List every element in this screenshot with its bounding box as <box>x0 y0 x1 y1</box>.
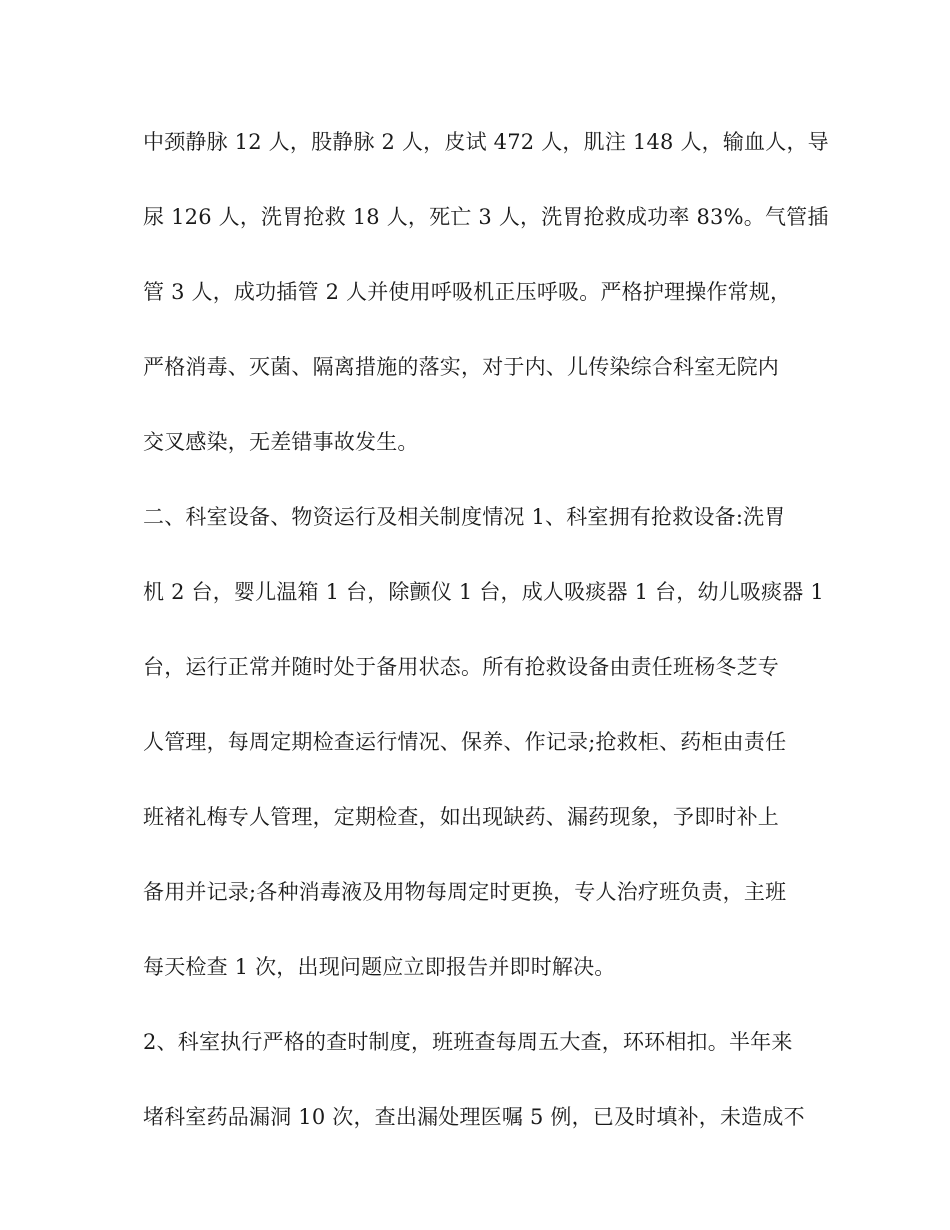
text-line-5: 交叉感染，无差错事故发生。 <box>143 430 419 454</box>
text-line-1: 中颈静脉 12 人，股静脉 2 人，皮试 472 人，肌注 148 人，输血人，导 <box>143 130 829 154</box>
text-line-9: 人管理，每周定期检查运行情况、保养、作记录;抢救柜、药柜由责任 <box>143 730 787 754</box>
text-line-4: 严格消毒、灭菌、隔离措施的落实，对于内、儿传染综合科室无院内 <box>143 355 779 379</box>
text-line-6: 二、科室设备、物资运行及相关制度情况 1、科室拥有抢救设备:洗胃 <box>143 505 786 529</box>
text-line-10: 班褚礼梅专人管理，定期检查，如出现缺药、漏药现象，予即时补上 <box>143 805 779 829</box>
text-line-12: 每天检查 1 次，出现问题应立即报告并即时解决。 <box>143 955 616 979</box>
text-line-13: 2、科室执行严格的查时制度，班班查每周五大查，环环相扣。半年来 <box>143 1030 793 1054</box>
text-line-7: 机 2 台，婴儿温箱 1 台，除颤仪 1 台，成人吸痰器 1 台，幼儿吸痰器 1 <box>143 580 824 604</box>
text-line-11: 备用并记录;各种消毒液及用物每周定时更换，专人治疗班负责，主班 <box>143 880 787 904</box>
text-line-3: 管 3 人，成功插管 2 人并使用呼吸机正压呼吸。严格护理操作常规， <box>143 280 792 304</box>
text-line-14: 堵科室药品漏洞 10 次，查出漏处理医嘱 5 例，已及时填补，未造成不 <box>143 1105 805 1129</box>
text-line-8: 台，运行正常并随时处于备用状态。所有抢救设备由责任班杨冬芝专 <box>143 655 779 679</box>
text-line-2: 尿 126 人，洗胃抢救 18 人，死亡 3 人，洗胃抢救成功率 83%。气管插 <box>143 205 829 229</box>
